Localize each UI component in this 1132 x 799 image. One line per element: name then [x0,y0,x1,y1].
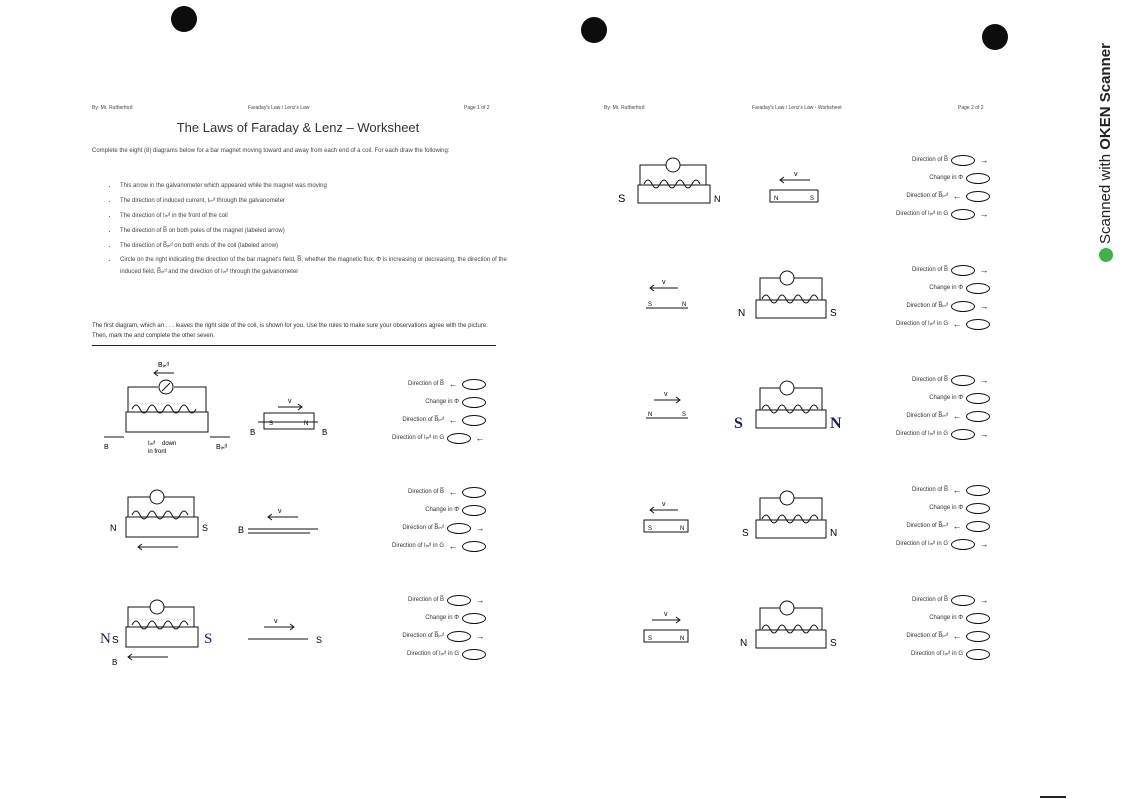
header-page: Page 2 of 2 [958,105,984,111]
answer-label: Direction of B̅ [911,377,948,383]
velocity-label: v [662,279,666,286]
punch-hole [982,24,1008,50]
answer-block [338,483,486,555]
instruction-item: • The direction of B̅ᵢₙᵈ on both ends of the coil (labeled arrow) [118,239,514,254]
magnet-pole-s: S [648,636,653,642]
answer-label: Direction of B̅ᵢₙᵈ [906,193,948,199]
magnet-pole-n: N [682,302,687,308]
answer-label: Direction of B̅ [911,267,948,273]
answer-circle [462,613,486,624]
coil-galvanometer-diagram [630,480,840,550]
answer-label: Direction of Iᵢₙᵈ in G [896,321,948,327]
magnet-pole-n: N [680,526,685,532]
answer-label: Direction of Iᵢₙᵈ in G [911,651,963,657]
arrow-left-icon: ← [952,521,962,531]
diagram-label-down: down [162,441,177,447]
answer-circle [462,487,486,498]
answer-label: Direction of B̅ᵢₙᵈ [402,525,444,531]
arrow-left-icon: ← [952,485,962,495]
magnet-pole-s: S [316,635,323,645]
scanner-logo-icon [1099,248,1113,262]
instruction-item: • The direction of Iᵢₙᵈ in the front of the coil [118,209,514,224]
coil-pole-n: N [738,308,746,319]
coil-pole-n: N [830,415,842,432]
answer-label: Change in Φ [425,399,459,405]
answer-circle [447,433,471,444]
velocity-label: v [288,398,292,405]
divider [92,345,496,346]
worksheet-page-1 [88,95,508,685]
answer-circle [951,595,975,606]
coil-pole-n: N [740,638,748,649]
coil-galvanometer-diagram [630,370,840,440]
answer-label: Direction of Iᵢₙᵈ in G [896,541,948,547]
answer-label: Direction of B̅ [911,597,948,603]
arrow-right-icon: → [979,209,989,219]
arrow-left-icon: ← [952,319,962,329]
answer-circle [966,649,990,660]
answer-label: Change in Φ [929,285,963,291]
diagram-label-iind: Iᵢₙᵈ [148,441,156,447]
arrow-left-icon: ← [952,631,962,641]
answer-block [836,481,990,553]
instruction-item: • Circle on the right indicating the direction of the bar magnet's field, B̅, whether the magnetic flux, Φ is increasing or decreasing, the direction of the induced field, B̅ᵢₙᵈ and the direction of Iᵢₙᵈ through the galvanometer [118,254,514,278]
answer-circle [951,429,975,440]
answer-label: Direction of B̅ᵢₙᵈ [906,303,948,309]
answer-label: Direction of B̅ [407,489,444,495]
diagram-label-bind: Bᵢₙᵈ [216,444,228,451]
answer-label: Change in Φ [425,507,459,513]
arrow-right-icon: → [979,595,989,605]
coil-pole-s: S [204,631,213,647]
coil-pole-s: S [830,638,837,649]
answer-circle [966,173,990,184]
answer-circle [462,397,486,408]
magnet-pole-s: S [648,526,653,532]
answer-circle [447,523,471,534]
arrow-left-icon: ← [952,411,962,421]
arrow-right-icon: → [475,523,485,533]
arrow-left-icon: ← [448,379,458,389]
velocity-label: v [664,391,668,398]
instructions-list [108,179,514,278]
answer-block [836,151,990,223]
answer-block [836,591,990,663]
coil-pole-s: S [742,528,749,539]
header-author: By: Mr. Rutherford [604,105,645,111]
answer-label: Direction of Iᵢₙᵈ in G [896,431,948,437]
answer-label: Direction of Iᵢₙᵈ in G [896,211,948,217]
diagram-label-b: B [238,525,245,535]
magnet-pole-s: S [648,302,653,308]
arrow-right-icon: → [979,539,989,549]
answer-circle [966,503,990,514]
answer-label: Direction of Iᵢₙᵈ in G [407,651,459,657]
scanner-brand: OKEN Scanner [1097,43,1114,150]
arrow-right-icon: → [475,595,485,605]
scan-mark [1040,796,1066,798]
header-topic: Faraday's Law / Lenz's Law - Worksheet [752,105,842,111]
answer-circle [462,415,486,426]
velocity-label: v [662,501,666,508]
answer-block [338,375,486,447]
coil-pole-n: N [110,523,117,533]
answer-circle [966,411,990,422]
diagram-label-b: B [322,428,328,437]
answer-label: Change in Φ [929,395,963,401]
punch-hole [581,17,607,43]
instructions-note: The first diagram, which an . . . leaves the right side of the coil, is shown for you. Use the rules to make sure your observations agree with the picture. Then, mark the and complete the other seven. [92,323,488,339]
answer-label: Direction of B̅ᵢₙᵈ [906,523,948,529]
coil-pole-n: N [830,528,838,539]
answer-circle [951,375,975,386]
answer-label: Change in Φ [929,615,963,621]
coil-galvanometer-diagram [98,357,328,457]
coil-pole-s: S [734,415,743,432]
answer-circle [447,595,471,606]
instructions-intro: Complete the eight (8) diagrams below for a bar magnet moving toward and away from each end of a coil. For each draw the following: [92,148,450,154]
answer-label: Direction of B̅ᵢₙᵈ [402,417,444,423]
coil-galvanometer-diagram [630,590,840,660]
arrow-right-icon: → [979,155,989,165]
arrow-right-icon: → [979,301,989,311]
answer-block [338,591,486,663]
answer-circle [951,155,975,166]
diagram-label-b: B [112,658,118,667]
worksheet-page-2 [600,95,1000,685]
answer-circle [462,541,486,552]
answer-circle [966,393,990,404]
answer-circle [966,319,990,330]
arrow-left-icon: ← [952,191,962,201]
answer-circle [966,631,990,642]
answer-label: Direction of B̅ᵢₙᵈ [906,633,948,639]
answer-circle [951,539,975,550]
answer-block [836,261,990,333]
arrow-left-icon: ← [448,487,458,497]
coil-pole-s: S [830,308,837,319]
coil-galvanometer-diagram [610,150,840,220]
scanner-prefix: Scanned with [1097,149,1114,244]
answer-circle [951,301,975,312]
magnet-pole-s: S [682,412,687,418]
answer-label: Direction of B̅ᵢₙᵈ [906,413,948,419]
answer-circle [462,649,486,660]
answer-label: Direction of B̅ [911,157,948,163]
answer-label: Direction of B̅ [407,381,444,387]
punch-hole [171,6,197,32]
magnet-pole-n: N [304,421,309,427]
instruction-item: • This arrow in the galvanometer which appeared while the magnet was moving [118,179,514,194]
answer-circle [966,485,990,496]
velocity-label: v [794,171,798,178]
coil-galvanometer-diagram [98,477,328,567]
answer-label: Direction of Iᵢₙᵈ in G [392,435,444,441]
diagram-label-b: B [104,444,109,451]
velocity-label: v [274,618,278,625]
answer-circle [447,631,471,642]
header-page: Page 1 of 2 [464,105,490,111]
magnet-pole-s: S [269,421,274,427]
magnet-pole-n: N [774,196,779,202]
answer-label: Direction of B̅ᵢₙᵈ [402,633,444,639]
arrow-left-icon: ← [448,541,458,551]
answer-label: Change in Φ [425,615,459,621]
answer-circle [966,521,990,532]
answer-block [836,371,990,443]
arrow-left-icon: ← [475,433,485,443]
answer-circle [951,209,975,220]
header-topic: Faraday's Law / Lenz's Law [248,105,310,111]
magnet-pole-n: N [648,412,653,418]
instruction-item: • The direction of B̅ on both poles of the magnet (labeled arrow) [118,224,514,239]
arrow-right-icon: → [475,631,485,641]
answer-circle [462,505,486,516]
arrow-right-icon: → [979,429,989,439]
answer-label: Change in Φ [929,175,963,181]
scanner-watermark [1097,43,1114,262]
diagram-label-front: in front [148,449,167,455]
answer-circle [462,379,486,390]
coil-pole-s: S [202,523,209,533]
worksheet-title: The Laws of Faraday & Lenz – Worksheet [176,120,420,135]
answer-label: Direction of B̅ [911,487,948,493]
header-author: By: Mr. Rutherford [92,105,133,111]
arrow-right-icon: → [979,375,989,385]
velocity-label: v [664,611,668,618]
velocity-label: v [278,508,282,515]
diagram-label-bind: Bᵢₙᵈ [158,362,170,369]
coil-pole-s: S [112,635,119,646]
answer-label: Direction of Iᵢₙᵈ in G [392,543,444,549]
answer-circle [951,265,975,276]
magnet-pole-s: S [810,196,815,202]
answer-label: Direction of B̅ [407,597,444,603]
coil-galvanometer-diagram [98,587,328,677]
answer-circle [966,613,990,624]
coil-pole-s: S [618,193,626,205]
answer-circle [966,191,990,202]
coil-pole-n: N [714,194,721,204]
magnet-pole-n: N [680,636,685,642]
coil-pole-n: N [100,631,111,647]
arrow-left-icon: ← [448,415,458,425]
arrow-right-icon: → [979,265,989,275]
coil-galvanometer-diagram [630,260,840,330]
instruction-item: • The direction of induced current, Iᵢₙᵈ through the galvanometer [118,194,514,209]
answer-label: Change in Φ [929,505,963,511]
answer-circle [966,283,990,294]
diagram-label-b: B [250,428,256,437]
